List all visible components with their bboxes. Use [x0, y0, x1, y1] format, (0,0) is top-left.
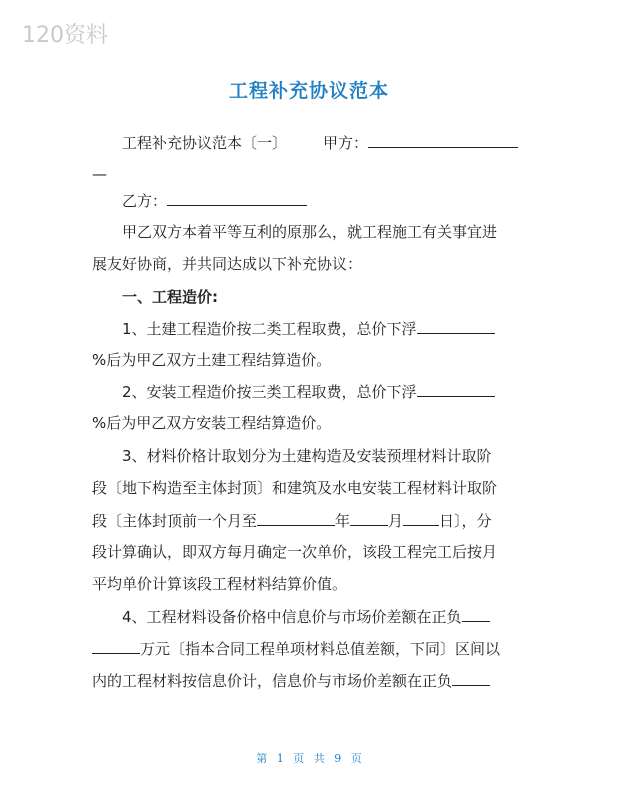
item2-line-1 [122, 381, 495, 402]
amount-blank-a [462, 606, 490, 622]
dash: — [92, 165, 107, 183]
party-b-line [122, 190, 307, 211]
discount-blank-1 [417, 318, 495, 334]
year-label: 年 [335, 512, 351, 530]
intro-line-1: 甲乙双方本着平等互利的原那么，就工程施工有关事宜进 [122, 223, 498, 241]
item3-line-4: 段计算确认，即双方每月确定一次单价，该段工程完工后按月 [92, 543, 498, 561]
amount-blank-c [452, 670, 490, 686]
version-label: 工程补充协议范本〔一〕 [122, 134, 288, 152]
item2-line-2: %后为甲乙双方安装工程结算造价。 [92, 414, 332, 432]
section-heading: 一、工程造价: [122, 288, 218, 306]
item1-line-2: %后为甲乙双方土建工程结算造价。 [92, 351, 332, 369]
item3-line-3 [92, 510, 492, 531]
page-footer: 第 1 页 共 9 页 [256, 752, 362, 765]
item3-line-5: 平均单价计算该段工程材料结算价值。 [92, 575, 348, 593]
party-a-label: 甲方： [323, 134, 369, 152]
item1-text: 1、土建工程造价按二类工程取费，总价下浮 [122, 320, 417, 338]
dash-line [92, 164, 107, 184]
watermark: 120资料 [22, 23, 108, 48]
item4-line-2 [92, 638, 500, 659]
item4-line-1 [122, 606, 490, 627]
discount-blank-2 [417, 381, 495, 397]
item2-text: 2、安装工程造价按三类工程取费，总价下浮 [122, 383, 417, 401]
intro-line-2: 展友好协商，并共同达成以下补充协议： [92, 255, 363, 273]
item4-text-2: 万元〔指本合同工程单项材料总值差额，下同〕区间以 [140, 640, 501, 658]
month-label: 月 [388, 512, 404, 530]
day-label: 日〕，分 [439, 512, 492, 530]
party-b-label: 乙方： [122, 192, 168, 210]
party-b-blank [167, 190, 307, 206]
day-blank [403, 510, 439, 526]
year-blank [257, 510, 335, 526]
party-a-blank [368, 132, 518, 148]
item3-line-1: 3、材料价格计取划分为土建构造及安装预埋材料计取阶 [122, 447, 492, 465]
month-blank [350, 510, 388, 526]
document-title: 工程补充协议范本 [228, 80, 389, 102]
item1-line-1 [122, 318, 495, 339]
item4-text-3: 内的工程材料按信息价计，信息价与市场价差额在正负 [92, 672, 453, 690]
item3-text-a: 段〔主体封顶前一个月至 [92, 512, 258, 530]
item3-line-2: 段〔地下构造至主体封顶〕和建筑及水电安装工程材料计取阶 [92, 479, 498, 497]
header-line-1 [122, 132, 518, 153]
amount-blank-b [92, 638, 140, 654]
item4-line-3 [92, 670, 490, 691]
item4-text: 4、工程材料设备价格中信息价与市场价差额在正负 [122, 608, 462, 626]
